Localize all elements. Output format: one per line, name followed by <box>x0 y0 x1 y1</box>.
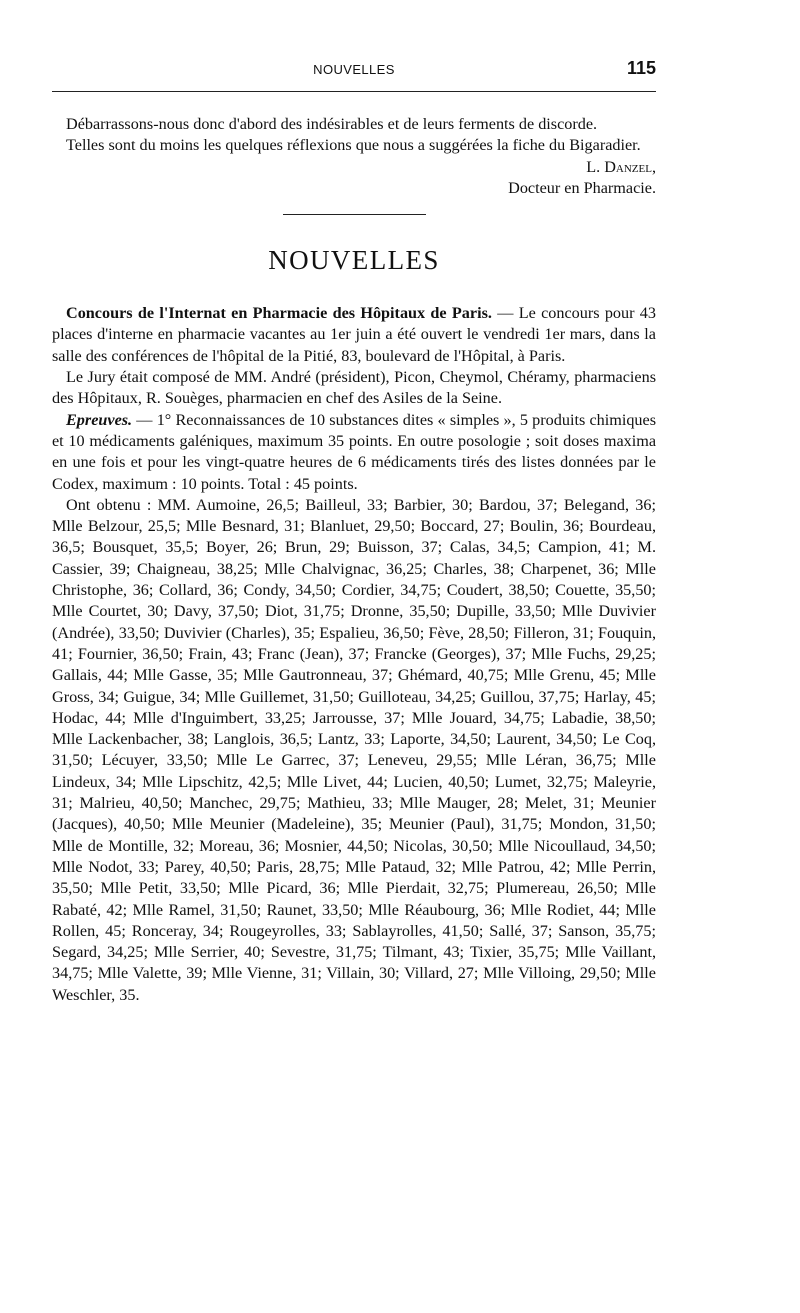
section-divider <box>283 214 426 215</box>
intro-paragraph: Débarrassons-nous donc d'abord des indésirables et de leurs ferments de discorde. <box>66 115 598 133</box>
section-title: NOUVELLES <box>268 245 440 276</box>
epreuves-text: — 1° Reconnaissances de 10 substances dites « simples », 5 produits chimiques et 10 médicaments galéniques, maximum 35 points. En outre posologie ; soit doses maxima en une fois et pour les vingt-quatre heures de 6 médicaments tirés des listes données par le Codex, maximum : 10 points. Total : 45 points. <box>52 410 656 493</box>
results-list: Ont obtenu : MM. Aumoine, 26,5; Bailleul, 33; Barbier, 30; Bardou, 37; Belegand, 36; Mlle Belzour, 25,5; Mlle Besnard, 31; Blanluet, 29,50; Boccard, 27; Boulin, 36; Bourdeau, 36,5; Bousquet, 35,5; Boyer, 26; Brun, 29; Buisson, 37; Calas, 34,5; Campion, 41; M. Cassier, 39; Chaigneau, 38,25; Mlle Chalvignac, 36,25; Charles, 38; Charpenet, 36; Mlle Christophe, 36; Collard, 36; Condy, 34,50; Cordier, 34,75; Coudert, 38,50; Couette, 35,50; Mlle Courtet, 30; Davy, 37,50; Diot, 31,75; Dronne, 35,50; Dupille, 33,50; Mlle Duvivier (Andrée), 33,50; Duvivier (Charles), 35; Espalieu, 36,50; Fève, 28,50; Filleron, 31; Fouquin, 41; Fournier, 36,50; Frain, 43; Franc (Jean), 37; Francke (Georges), 37; Mlle Fuchs, 29,25; Gallais, 44; Mlle Gasse, 35; Mlle Gautronneau, 37; Ghémard, 40,75; Mlle Grenu, 45; Mlle Gross, 34; Guigue, 34; Mlle Guillemet, 31,50; Guilloteau, 34,25; Guillou, 37,75; Harlay, 45; Hodac, 44; Mlle d'Inguimbert, 33,25; Jarrousse, 37; Mlle Jouard, 34,75; Labadie, 38,50; Mlle Lackenbacher, 38; Langlois, 36,5; Lantz, 33; Laporte, 34,50; Laurent, 34,50; Le Coq, 31,50; Lécuyer, 33,50; Mlle Le Garrec, 37; Leneveu, 29,55; Mlle Léran, 36,75; Mlle Lindeux, 34; Mlle Lipschitz, 42,5; Mlle Livet, 44; Lucien, 40,50; Lumet, 32,75; Maleyrie, 31; Malrieu, 40,50; Manchec, 29,75; Mathieu, 33; Mlle Mauger, 28; Melet, 31; Meunier (Jacques), 40,50; Mlle Meunier (Madeleine), 35; Meunier (Paul), 31,75; Mondon, 31,50; Mlle de Montille, 32; Moreau, 36; Mosnier, 44,50; Nicolas, 30,50; Mlle Nicoullaud, 34,50; Mlle Nodot, 33; Parey, 40,50; Paris, 28,75; Mlle Pataud, 32; Mlle Patrou, 42; Mlle Perrin, 35,50; Mlle Petit, 33,50; Mlle Picard, 36; Mlle Pierdait, 32,75; Plumereau, 26,50; Mlle Rabaté, 42; Mlle Ramel, 31,50; Raunet, 33,50; Mlle Réaubourg, 36; Mlle Rodiet, 44; Mlle Rollen, 45; Ronceray, 34; Rougeyrolles, 33; Sablayrolles, 41,50; Sallé, 37; Sanson, 35,75; Segard, 34,25; Mlle Serrier, 40; Sevestre, 31,75; Tilmant, 43; Tixier, 35,75; Mlle Vaillant, 34,75; Mlle Valette, 39; Mlle Vienne, 31; Villain, 30; Villard, 27; Mlle Villoing, 29,50; Mlle Weschler, 35. <box>52 495 656 1004</box>
epreuves-paragraph <box>52 410 656 495</box>
header-rule <box>52 91 656 92</box>
author-title: Docteur en Pharmacie. <box>508 178 656 197</box>
author-signature <box>52 157 656 178</box>
article-lead-paragraph <box>52 303 656 367</box>
epreuves-label: Epreuves. <box>66 410 133 429</box>
running-header <box>52 58 656 88</box>
page-body <box>52 114 656 1006</box>
page-number: 115 <box>626 58 656 78</box>
jury-paragraph: Le Jury était composé de MM. André (président), Picon, Cheymol, Chéramy, pharmaciens des Hôpitaux, R. Souèges, pharmacien en chef des Asiles de la Seine. <box>52 368 656 408</box>
intro-paragraph: Telles sont du moins les quelques réflexions que nous a suggérées la fiche du Bigaradier. <box>66 136 641 155</box>
article-lead-title: Concours de l'Internat en Pharmacie des Hôpitaux de Paris. <box>66 304 492 323</box>
author-name: L. Danzel, <box>586 157 656 176</box>
running-title: NOUVELLES <box>313 62 395 77</box>
article-lead-text: — Le concours pour 43 places d'interne en pharmacie vacantes au 1er juin a été ouvert le vendredi 1er mars, dans la salle des conférences de l'hôpital de la Pitié, 83, boulevard de l'Hôpital, à Paris. <box>52 304 656 365</box>
